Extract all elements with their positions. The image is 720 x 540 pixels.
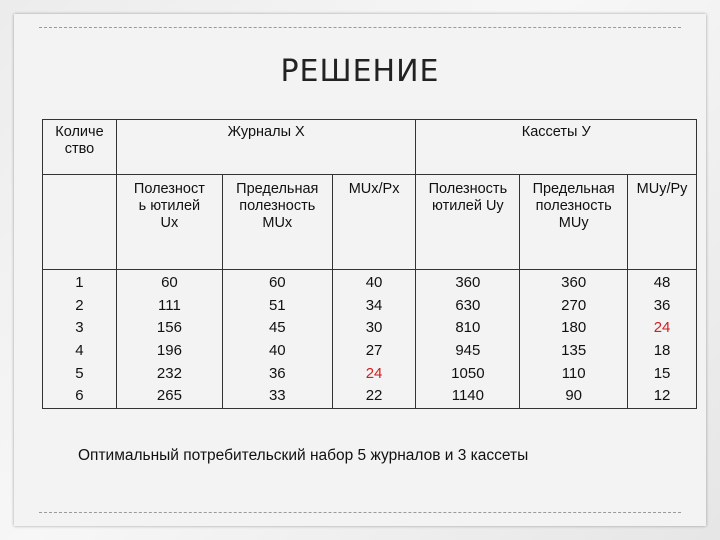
table-cell: 360 xyxy=(561,274,587,291)
mux-px-column xyxy=(332,270,416,409)
table-cell: 33 xyxy=(268,387,286,405)
table-cell: 265 xyxy=(156,387,182,405)
table-cell: 5 xyxy=(75,364,84,382)
subheader-mux: Предельная полезность MUx xyxy=(222,175,332,270)
top-divider xyxy=(39,27,681,28)
table-cell: 3 xyxy=(75,319,84,337)
muy-column xyxy=(520,270,628,409)
subheader-uy: Полезность ютилей Uy xyxy=(416,175,520,270)
table-cell: 180 xyxy=(561,319,587,337)
table-cell: 60 xyxy=(161,274,178,291)
uy-column xyxy=(416,270,520,409)
table-cell: 6 xyxy=(75,387,84,405)
table-cell: 1050 xyxy=(451,364,485,382)
table-cell: 1140 xyxy=(451,387,484,405)
table-cell: 1 xyxy=(75,274,84,291)
table-cell: 196 xyxy=(156,342,182,360)
utility-table xyxy=(42,119,697,409)
table-cell: 15 xyxy=(653,364,671,382)
group-header-cassettes: Кассеты У xyxy=(416,120,697,175)
table-cell: 270 xyxy=(561,296,587,314)
table-cell-highlighted: 24 xyxy=(653,319,671,337)
table-cell: 945 xyxy=(455,342,481,360)
table-cell: 111 xyxy=(158,296,181,314)
quantity-header: Количе ство xyxy=(43,120,117,175)
table-cell: 40 xyxy=(268,342,286,360)
conclusion-text: Оптимальный потребительский набор 5 журналов и 3 кассеты xyxy=(78,447,529,464)
table-cell: 27 xyxy=(365,342,383,360)
muy-py-column xyxy=(628,270,697,409)
table-cell: 12 xyxy=(653,387,671,405)
table-cell: 36 xyxy=(268,364,286,382)
table-cell: 34 xyxy=(365,296,383,314)
subheader-row xyxy=(43,175,697,270)
table-cell: 135 xyxy=(561,342,587,360)
table-cell: 22 xyxy=(365,387,383,405)
group-header-magazines: Журналы X xyxy=(116,120,416,175)
header-row xyxy=(43,120,697,175)
data-row xyxy=(43,270,697,409)
slide xyxy=(14,14,706,526)
table-cell: 360 xyxy=(455,274,481,291)
bottom-divider xyxy=(39,512,681,513)
table-cell: 4 xyxy=(75,342,84,360)
table-cell: 90 xyxy=(565,387,583,405)
subheader-mux-px: MUx/Px xyxy=(332,175,416,270)
table-cell: 45 xyxy=(268,319,286,337)
quantity-column xyxy=(43,270,117,409)
table-cell: 810 xyxy=(455,319,481,337)
mux-column xyxy=(222,270,332,409)
table-cell: 156 xyxy=(156,319,182,337)
table-cell: 2 xyxy=(75,296,84,314)
table-cell-highlighted: 24 xyxy=(365,364,383,382)
table-cell: 18 xyxy=(653,342,671,360)
subheader-ux: Полезност ь ютилей Ux xyxy=(116,175,222,270)
table-cell: 51 xyxy=(268,296,286,314)
table-cell: 30 xyxy=(365,319,383,337)
subheader-muy: Предельная полезность MUy xyxy=(520,175,628,270)
slide-title: РЕШЕНИЕ xyxy=(280,54,440,89)
table-cell: 110 xyxy=(561,364,586,382)
table-cell: 48 xyxy=(653,274,671,291)
ux-column xyxy=(116,270,222,409)
subheader-muy-py: MUy/Py xyxy=(628,175,697,270)
table-cell: 40 xyxy=(365,274,383,291)
table-cell: 36 xyxy=(653,296,671,314)
table-cell: 630 xyxy=(455,296,481,314)
table-cell: 232 xyxy=(156,364,182,382)
table-cell: 60 xyxy=(268,274,286,291)
quantity-subheader-empty xyxy=(43,175,117,270)
